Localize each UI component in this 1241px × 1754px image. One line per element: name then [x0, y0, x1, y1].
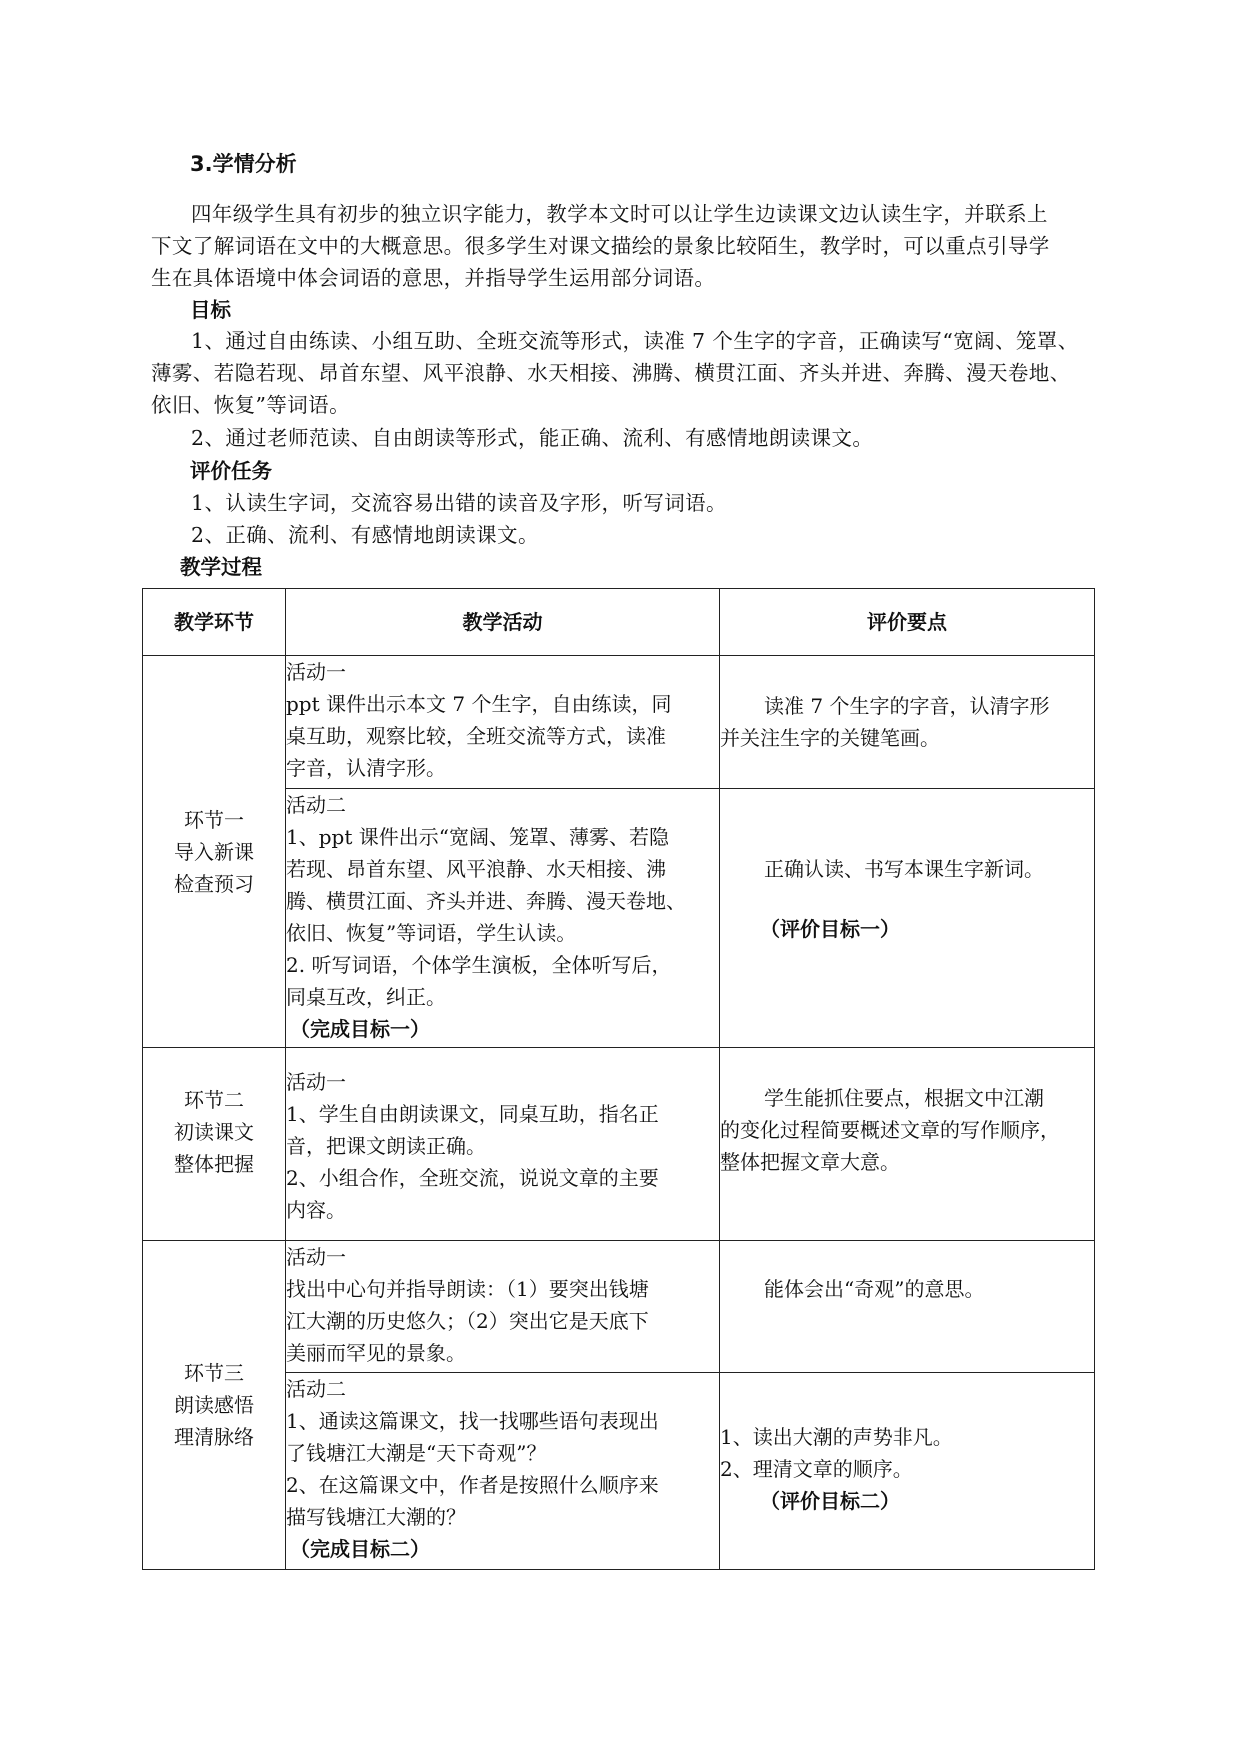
activity-line: 2. 听写词语，个体学生演板，全体听写后，: [286, 953, 672, 977]
evaluation-line: 读准 7 个生字的字音，认清字形: [764, 694, 1050, 718]
process-title: 教学过程: [180, 555, 262, 579]
activity-line: 内容。: [286, 1198, 346, 1222]
activity-line: 1、通读这篇课文，找一找哪些语句表现出: [286, 1409, 659, 1433]
section-name-cell: [143, 1241, 286, 1570]
activity-line: 活动一: [286, 660, 346, 684]
teaching-process-table: [142, 588, 1095, 1570]
table-header-row: [143, 589, 1095, 656]
evaluation-cell: [720, 1241, 1095, 1373]
activity-cell: [286, 789, 720, 1048]
activity-line: 活动二: [286, 793, 346, 817]
goal-note: （完成目标二）: [290, 1537, 430, 1561]
activity-line: 美丽而罕见的景象。: [286, 1341, 466, 1365]
goals-title: 目标: [190, 298, 231, 322]
header-cell: 评价要点: [720, 589, 1095, 656]
section-name-cell: [143, 1048, 286, 1241]
analysis-paragraph: [151, 198, 1111, 294]
eval-task: 1、认读生字词，交流容易出错的读音及字形，听写词语。: [191, 491, 727, 515]
section-title: 3.学情分析: [190, 152, 297, 176]
evaluation-line: 学生能抓住要点，根据文中江潮: [764, 1086, 1044, 1110]
activity-line: 2、小组合作，全班交流，说说文章的主要: [286, 1166, 659, 1190]
section-name-line: 整体把握: [174, 1152, 254, 1176]
goal-note: （完成目标一）: [290, 1017, 430, 1041]
eval-note: （评价目标一）: [760, 917, 900, 941]
goal-line: 薄雾、若隐若现、昂首东望、风平浪静、水天相接、沸腾、横贯江面、齐头并进、奔腾、漫天卷地、: [151, 361, 1071, 385]
evaluation-cell: [720, 1373, 1095, 1570]
table-row: [143, 1241, 1095, 1373]
eval-title: 评价任务: [190, 459, 272, 483]
activity-line: 依旧、恢复”等词语，学生认读。: [286, 921, 577, 945]
evaluation-line: 的变化过程简要概述文章的写作顺序，: [720, 1118, 1060, 1142]
activity-cell: [286, 1048, 720, 1241]
eval-task: 2、正确、流利、有感情地朗读课文。: [191, 523, 539, 547]
analysis-line: 下文了解词语在文中的大概意思。很多学生对课文描绘的景象比较陌生，教学时，可以重点引导学: [151, 234, 1050, 258]
activity-line: 桌互助，观察比较，全班交流等方式，读准: [286, 724, 666, 748]
activity-line: 了钱塘江大潮是“天下奇观”？: [286, 1441, 547, 1465]
activity-line: 若现、昂首东望、风平浪静、水天相接、沸: [286, 857, 666, 881]
activity-line: 活动一: [286, 1245, 346, 1269]
table-row: [143, 656, 1095, 789]
activity-line: 2、在这篇课文中，作者是按照什么顺序来: [286, 1473, 659, 1497]
activity-cell: [286, 656, 720, 789]
evaluation-line: 正确认读、书写本课生字新词。: [764, 857, 1044, 881]
evaluation-cell: [720, 656, 1095, 789]
table-row: [143, 1048, 1095, 1241]
activity-cell: [286, 1373, 720, 1570]
goal-line: 1、通过自由练读、小组互助、全班交流等形式，读准 7 个生字的字音，正确读写“宽阔、笼罩、: [191, 329, 1079, 353]
evaluation-line: 能体会出“奇观”的意思。: [764, 1277, 985, 1301]
section-name-line: 理清脉络: [174, 1425, 254, 1449]
activity-line: ppt 课件出示本文 7 个生字，自由练读，同: [286, 692, 672, 716]
header-cell: 教学环节: [143, 589, 286, 656]
section-name-line: 环节二: [184, 1088, 244, 1112]
section-name-line: 朗读感悟: [174, 1393, 254, 1417]
activity-line: 活动一: [286, 1070, 346, 1094]
activity-line: 描写钱塘江大潮的？: [286, 1505, 466, 1529]
section-name-cell: [143, 656, 286, 1048]
section-name-line: 环节三: [184, 1361, 244, 1385]
header-cell: 教学活动: [286, 589, 720, 656]
section-name-line: 检查预习: [174, 871, 254, 896]
eval-note: （评价目标二）: [760, 1489, 900, 1513]
analysis-line: 生在具体语境中体会词语的意思，并指导学生运用部分词语。: [151, 266, 716, 290]
activity-line: 1、学生自由朗读课文，同桌互助，指名正: [286, 1102, 659, 1126]
activity-line: 活动二: [286, 1377, 346, 1401]
activity-line: 音，把课文朗读正确。: [286, 1134, 486, 1158]
goal-line: 依旧、恢复”等词语。: [151, 393, 350, 417]
table-row: [143, 1373, 1095, 1570]
activity-line: 江大潮的历史悠久；（2）突出它是天底下: [286, 1309, 649, 1333]
activity-line: 同桌互改，纠正。: [286, 985, 446, 1009]
goal-1: [151, 325, 1116, 421]
evaluation-line: 整体把握文章大意。: [720, 1150, 900, 1174]
section-name-line: 环节一: [184, 807, 244, 832]
activity-line: 1、ppt 课件出示“宽阔、笼罩、薄雾、若隐: [286, 825, 669, 849]
activity-line: 腾、横贯江面、齐头并进、奔腾、漫天卷地、: [286, 889, 686, 913]
activity-line: 字音，认清字形。: [286, 756, 446, 780]
activity-cell: [286, 1241, 720, 1373]
activity-line: 找出中心句并指导朗读：（1）要突出钱塘: [286, 1277, 649, 1301]
evaluation-cell: [720, 1048, 1095, 1241]
evaluation-cell: [720, 789, 1095, 1048]
table-row: [143, 789, 1095, 1048]
evaluation-line: 1、读出大潮的声势非凡。: [720, 1425, 953, 1449]
evaluation-line: 并关注生字的关键笔画。: [720, 726, 940, 750]
section-name-line: 导入新课: [174, 839, 254, 864]
section-name-line: 初读课文: [174, 1120, 254, 1144]
analysis-line: 四年级学生具有初步的独立识字能力，教学本文时可以让学生边读课文边认读生字，并联系上: [191, 202, 1048, 226]
evaluation-line: 2、理清文章的顺序。: [720, 1457, 913, 1481]
goal-2: 2、通过老师范读、自由朗读等形式，能正确、流利、有感情地朗读课文。: [191, 426, 874, 450]
